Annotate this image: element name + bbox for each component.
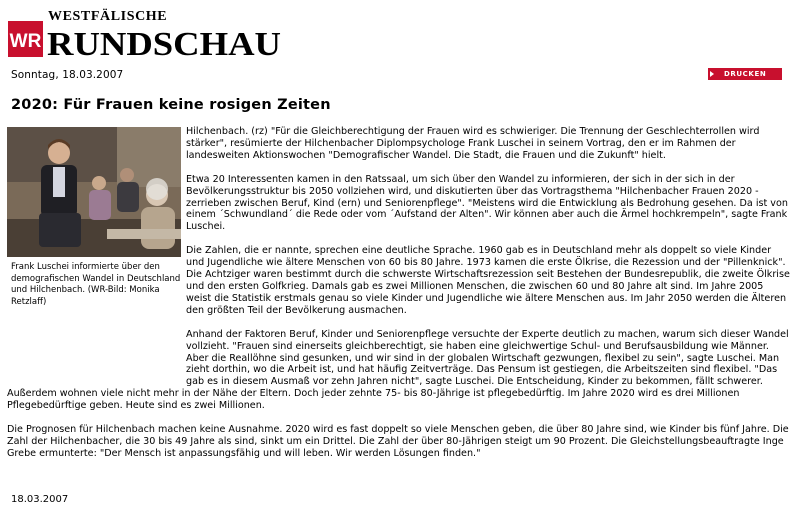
masthead-logo [6, 7, 283, 60]
figure-spacer [7, 126, 186, 386]
footer-date: 18.03.2007 [11, 494, 69, 505]
article-body [7, 126, 791, 472]
article-paragraph: Hilchenbach. (rz) "Für die Gleichberechtigung der Frauen wird es schwieriger. Die Trennung der Geschlechterrollen wird stärker", resümierte der Hilchenbacher Diplompsychologe Frank Luschei in seinem Vortrag, den er im Rahmen der landesweiten Aktionswochen "Demografischer Wandel. Die Stadt, die Frauen und die Zukunft" hielt. [186, 126, 760, 161]
article-paragraph: Die Zahlen, die er nannte, sprechen eine deutliche Sprache. 1960 gab es in Deutschland mehr als doppelt so viele Kinder und Jugendliche wie ältere Menschen von 60 bis 80 Jahre. 1973 kamen die erste Ölkrise, die Rezession und der "Pillenknick". Die Achtziger waren bestimmt durch die schwerste Wirtschaftsrezession seit Bestehen der Bundesrepublik, die zweite Ölkrise und den ersten Golfkrieg. Damals gab es zwei Millionen Menschen, die zwischen 60 und 80 Jahre alt sind. Im Jahre 2005 weist die Statistik erstmals genau so viele Kinder und Jugendliche wie ältere Menschen aus. Im Jahr 2050 werden die Älteren den größten Teil der Bevölkerung ausmachen. [186, 245, 790, 316]
article-headline: 2020: Für Frauen keine rosigen Zeiten [11, 97, 331, 113]
print-button[interactable] [708, 68, 782, 80]
article-paragraph: Die Prognosen für Hilchenbach machen keine Ausnahme. 2020 wird es fast doppelt so viele Menschen geben, die über 80 Jahre sind, wie Kinder bis fünf Jahre. Die Zahl der Hilchenbacher, die 30 bis 49 Jahre als sind, sinkt um ein Drittel. Die Zahl der über 80-Jährigen steigt um 90 Prozent. Die Gleichstellungsbeauftragte Inge Grebe ermunterte: "Der Mensch ist anpassungsfähig und will leben. Wir werden Lösungen finden." [7, 424, 789, 459]
print-button-label: DRUCKEN [724, 70, 767, 78]
publication-date: Sonntag, 18.03.2007 [11, 69, 124, 81]
logo-wr-text: WR [9, 31, 42, 52]
photo-caption: Frank Luschei informierte über den demografischen Wandel in Deutschland und Hilchenbach. (WR-Bild: Monika Retzlaff) [11, 262, 181, 307]
masthead-name: RUNDSCHAU [47, 26, 281, 60]
article-paragraph: Anhand der Faktoren Beruf, Kinder und Seniorenpflege versuchte der Experte deutlich zu machen, warum sich dieser Wandel vollzieht. "Frauen sind einerseits gleichberechtigt, sie haben eine gleichwertige Schul- und Berufsausbildung wie Männer. Aber die Reallöhne sind gesunken, und wir sind in der globalen Wirtschaft gezwungen, flexibel zu sein", sagte Luschei. Man zieht dorthin, wo die Arbeit ist, und hat häufig Zeitverträge. Das Pensum ist gestiegen, die Arbeitszeiten sind flexibel. "Das gab es in diesem Ausmaß vor zehn Jahren nicht", sagte Luschei. Die Entscheidung, Kinder zu bekommen, fällt schwerer. Außerdem wohnen viele nicht mehr in der Nähe der Eltern. Doch jeder zehnte 75- bis 80-Jährige ist pflegebedürftig. Im Jahre 2020 wird es drei Millionen Pflegebedürftige geben. Heute sind es zwei Millionen. [7, 328, 789, 412]
arrow-right-icon [710, 71, 714, 77]
article-paragraph: Etwa 20 Interessenten kamen in den Ratssaal, um sich über den Wandel zu informieren, der sich in der sich in der Bevölkerungsstruktur bis 2050 vollziehen wird, und diskutierten über das Vortragsthema "Hilchenbacher Frauen 2020 - zerrieben zwischen Beruf, Kind (ern) und Seniorenpflege". "Meistens wird die Entwicklung als Bedrohung gesehen. Da ist von einem ´Schwundland´ die Rede oder vom ´Aufstand der Alten". Wir können aber auch die Ärmel hochkrempeln", sagte Frank Luschei. [186, 173, 788, 233]
masthead-top-line: WESTFÄLISCHE [48, 9, 168, 24]
